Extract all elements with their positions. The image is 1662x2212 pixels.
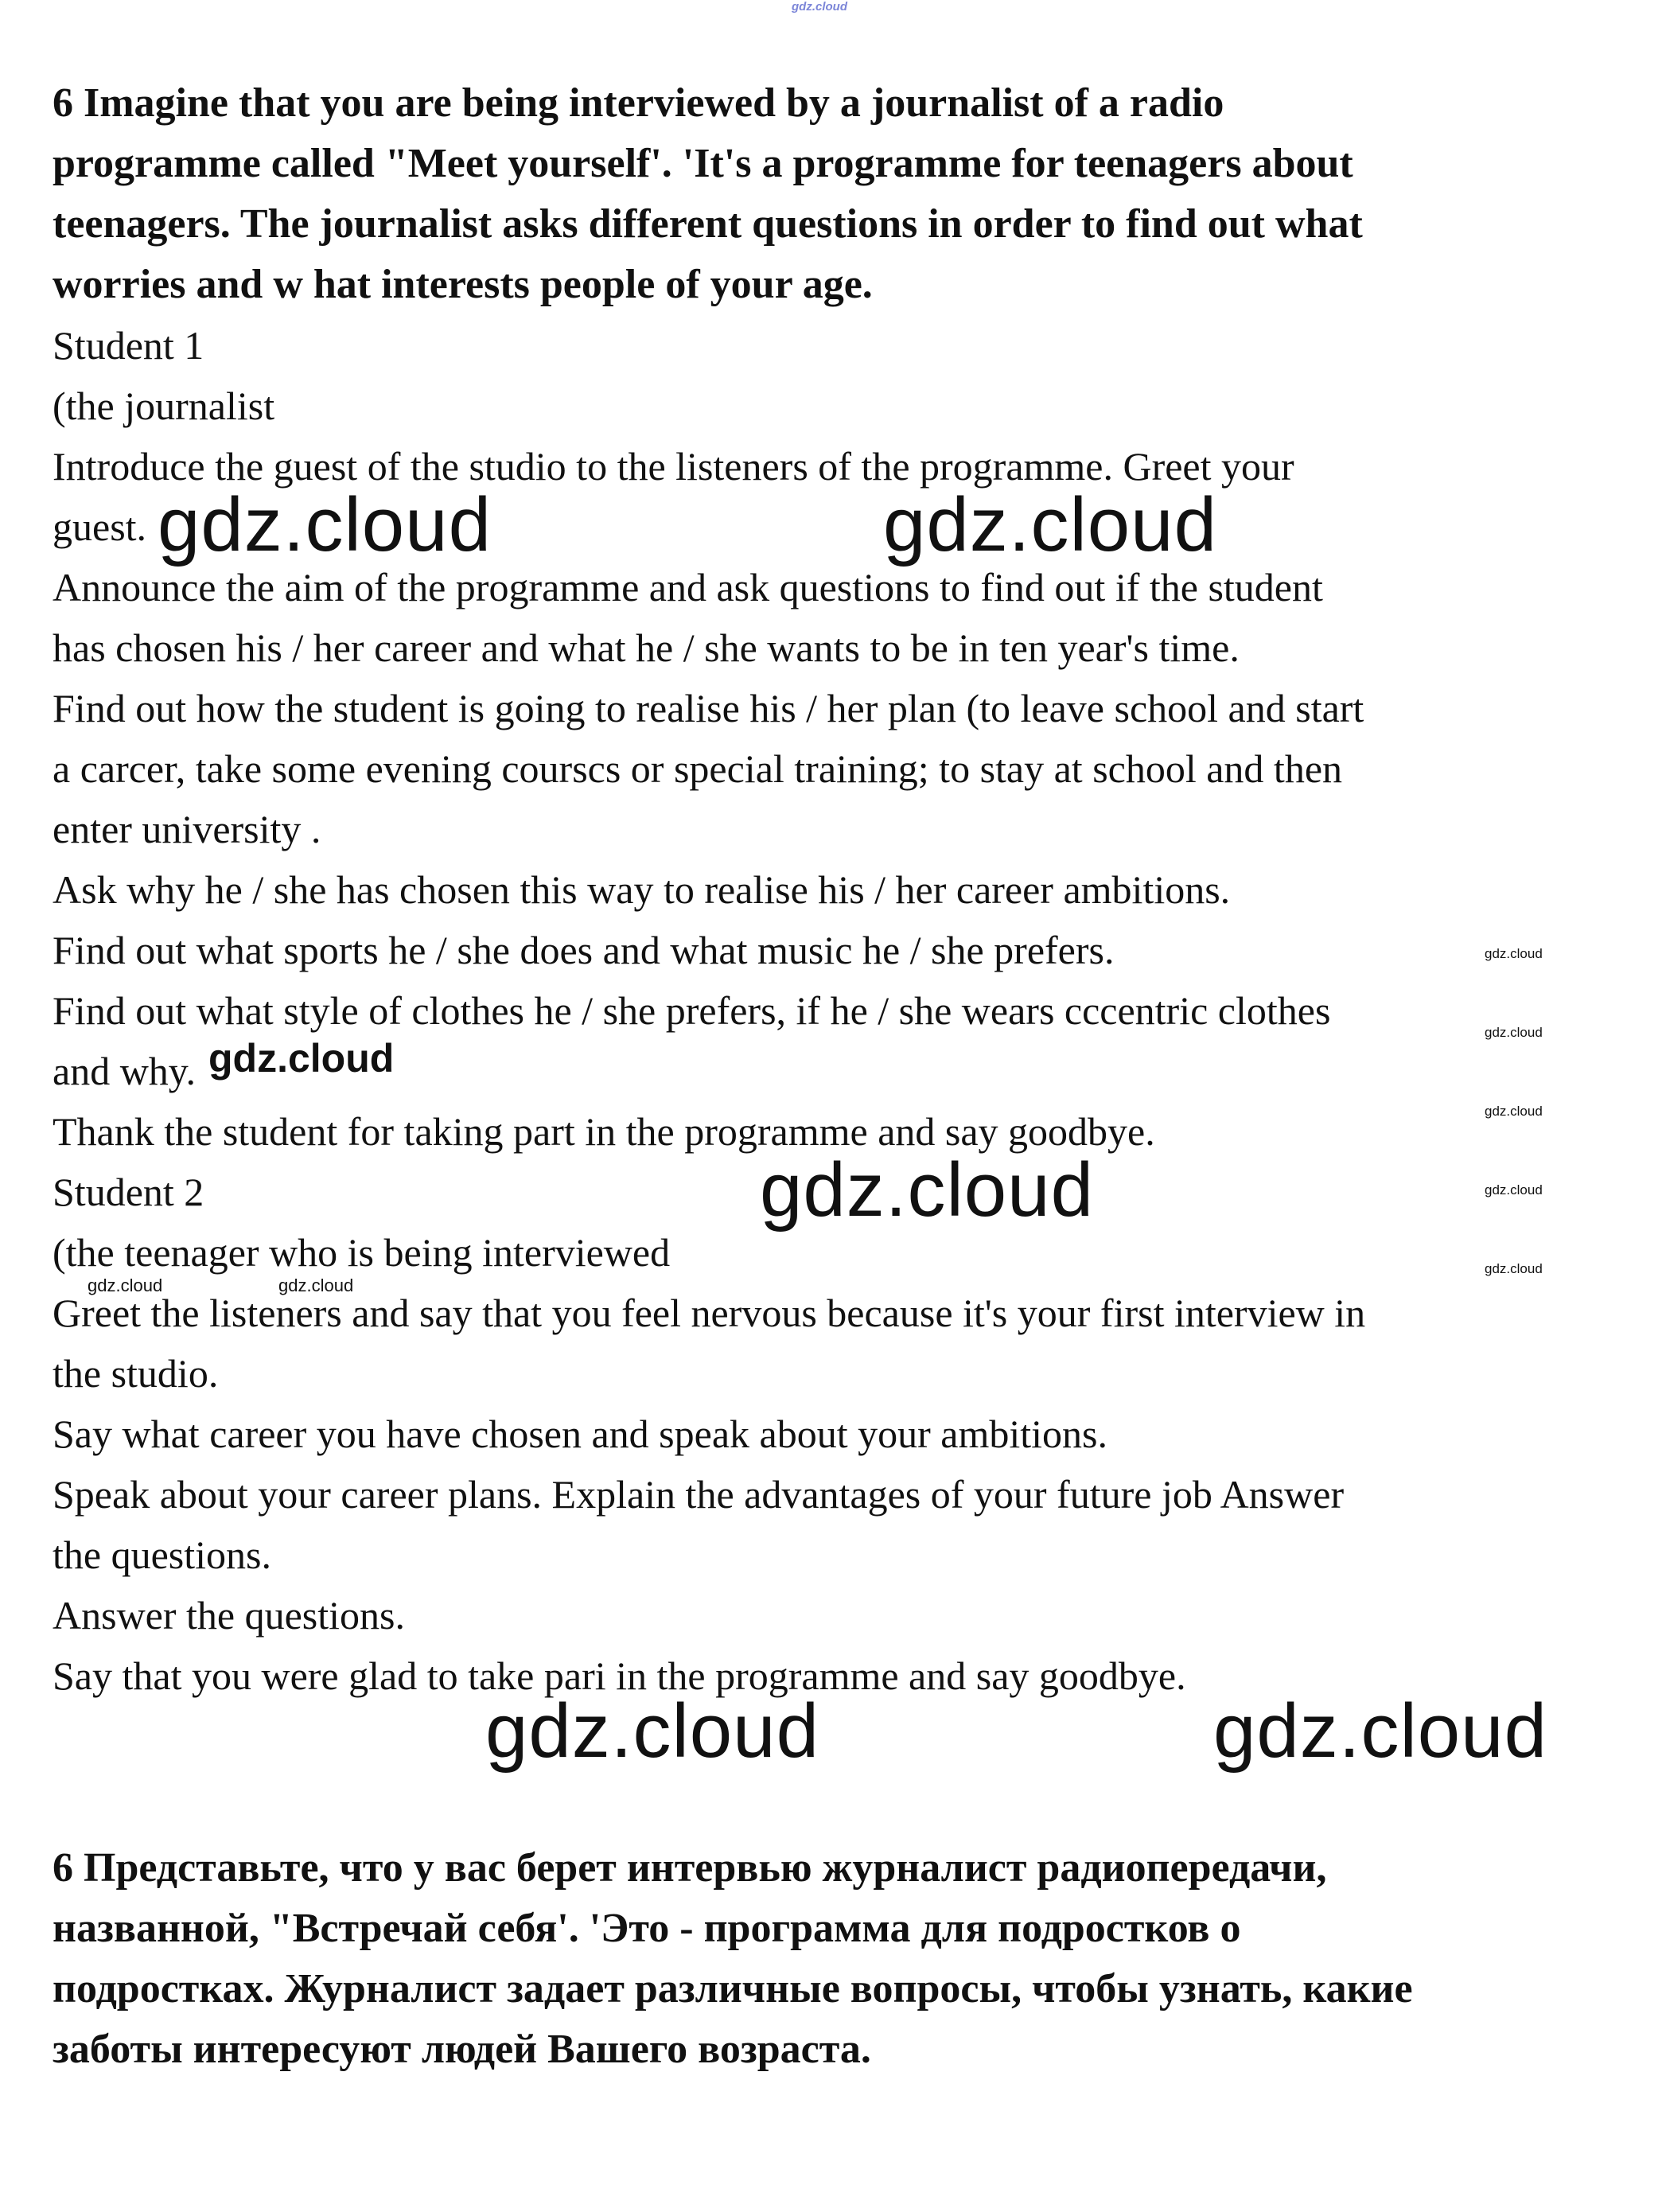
watermark: gdz.cloud bbox=[88, 1275, 163, 1295]
translation-title-line: заботы интересуют людей Вашего возраста. bbox=[53, 2027, 871, 2072]
watermark: gdz.cloud bbox=[1485, 1025, 1543, 1040]
exercise-title-line: teenagers. The journalist asks different questions in order to find out what bbox=[53, 201, 1363, 247]
student2-task-line: Greet the listeners and say that you feel nervous because it's your first interview in bbox=[53, 1291, 1366, 1335]
student1-task-line: Find out what sports he / she does and what music he / she prefers. bbox=[53, 928, 1115, 972]
student2-task-line: the questions. bbox=[53, 1532, 271, 1577]
translation-title-line: подростках. Журналист задает различные вопросы, чтобы узнать, какие bbox=[53, 1966, 1413, 2011]
student1-task-line: Find out how the student is going to realise his / her plan (to leave school and start bbox=[53, 686, 1364, 730]
exercise-title-line: worries and w hat interests people of your age. bbox=[53, 262, 873, 307]
watermark: gdz.cloud bbox=[1485, 1261, 1543, 1276]
exercise-title-line: 6 Imagine that you are being interviewed by a journalist of a radio bbox=[53, 80, 1224, 126]
student1-task-line: has chosen his / her career and what he / she wants to be in ten year's time. bbox=[53, 625, 1240, 670]
student1-task-line: guest. bbox=[53, 504, 147, 549]
watermark: gdz.cloud bbox=[158, 482, 492, 567]
student1-task-line: enter university . bbox=[53, 807, 321, 851]
translation-title-line: названной, "Встречай себя'. 'Это - программа для подростков о bbox=[53, 1906, 1241, 1951]
exercise-title-line: programme called "Meet yourself'. 'It's a programme for teenagers about bbox=[53, 141, 1353, 186]
student1-label: Student 1 bbox=[53, 323, 204, 368]
watermark: gdz.cloud bbox=[1213, 1688, 1547, 1774]
watermark: gdz.cloud bbox=[1485, 1104, 1543, 1119]
student2-task-line: Say what career you have chosen and speak about your ambitions. bbox=[53, 1412, 1107, 1456]
student2-task-line: Answer the questions. bbox=[53, 1593, 405, 1638]
student2-task-line: Say that you were glad to take pari in the programme and say goodbye. bbox=[53, 1653, 1186, 1698]
watermark: gdz.cloud bbox=[1485, 1182, 1543, 1198]
header-watermark: gdz.cloud bbox=[792, 0, 847, 14]
watermark: gdz.cloud bbox=[485, 1688, 819, 1774]
watermark: gdz.cloud bbox=[760, 1147, 1094, 1233]
student2-task-line: the studio. bbox=[53, 1351, 219, 1396]
student1-task-line: a carcer, take some evening courscs or special training; to stay at school and then bbox=[53, 746, 1343, 791]
student2-role: (the teenager who is being interviewed bbox=[53, 1230, 671, 1275]
student1-task-line: Thank the student for taking part in the programme and say goodbye. bbox=[53, 1109, 1155, 1154]
watermark: gdz.cloud bbox=[1485, 946, 1543, 961]
student1-task-line: Find out what style of clothes he / she prefers, if he / she wears cccentric clothes bbox=[53, 988, 1331, 1033]
student1-task-line: and why. bbox=[53, 1049, 197, 1093]
student1-task-line: Announce the aim of the programme and ask questions to find out if the student bbox=[53, 565, 1323, 609]
translation-title-line: 6 Представьте, что у вас берет интервью журналист радиопередачи, bbox=[53, 1845, 1327, 1891]
student1-role: (the journalist bbox=[53, 384, 275, 428]
watermark: gdz.cloud bbox=[278, 1275, 354, 1295]
watermark: gdz.cloud bbox=[208, 1036, 395, 1081]
student1-task-line: Ask why he / she has chosen this way to realise his / her career ambitions. bbox=[53, 867, 1231, 912]
student2-label: Student 2 bbox=[53, 1170, 204, 1214]
watermark: gdz.cloud bbox=[883, 482, 1217, 567]
student1-task-line: Introduce the guest of the studio to the listeners of the programme. Greet your bbox=[53, 444, 1294, 489]
student2-task-line: Speak about your career plans. Explain the advantages of your future job Answer bbox=[53, 1472, 1345, 1517]
